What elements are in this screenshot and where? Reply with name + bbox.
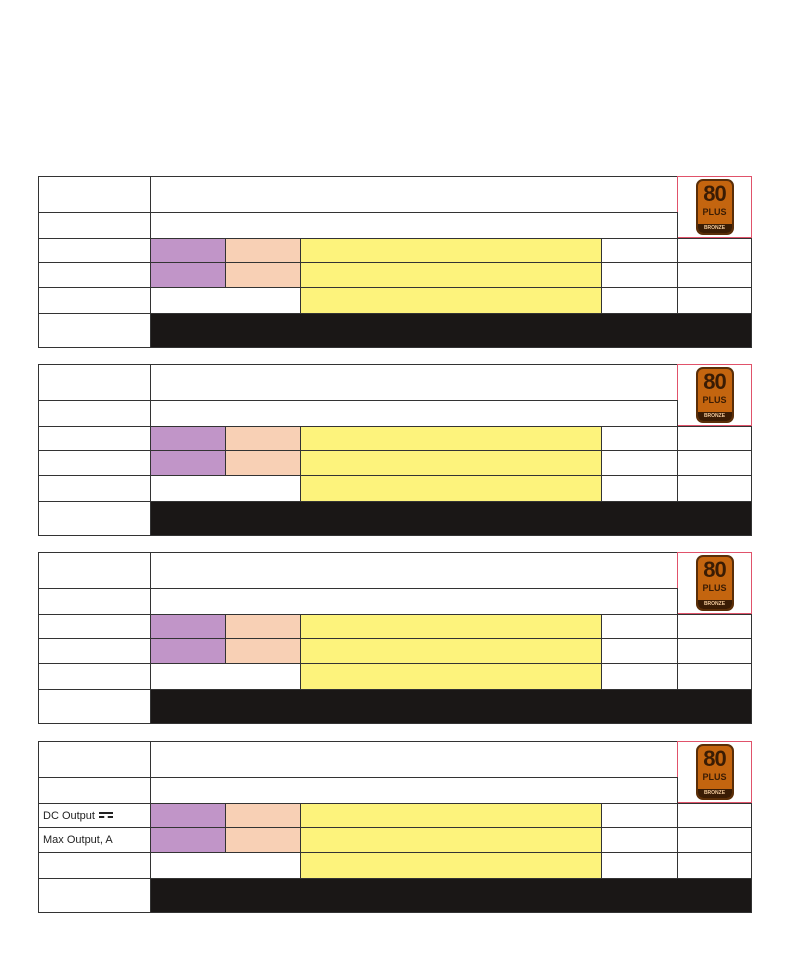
rail-3v3-header (150, 238, 226, 263)
model-value-cell (150, 552, 678, 589)
rail-5v-amps (225, 262, 301, 288)
combined-3v3-5v (150, 852, 301, 879)
rail-neg12v-header (601, 803, 678, 828)
combined-3v3-5v (150, 287, 301, 314)
model-value-cell (150, 176, 678, 213)
dc-symbol-icon (99, 812, 113, 820)
model-value-cell (150, 741, 678, 778)
input-value-cell (150, 212, 678, 239)
combined-5vsb (677, 663, 752, 690)
rail-3v3-amps (150, 262, 226, 288)
logo-number: 80 (703, 369, 726, 394)
rail-12v-header (300, 238, 602, 263)
rail-12v-amps (300, 638, 602, 664)
input-value-cell (150, 400, 678, 427)
input-label-cell (38, 212, 151, 239)
combined-12v (300, 287, 602, 314)
rail-5v-amps (225, 827, 301, 853)
max-output-label (38, 450, 151, 476)
rail-5vsb-header (677, 803, 752, 828)
psu-spec-table (38, 741, 752, 913)
total-power-label (38, 313, 151, 348)
rail-5vsb-header (677, 614, 752, 639)
dc-output-label (38, 238, 151, 263)
combined-neg12v (601, 852, 678, 879)
rail-3v3-amps (150, 450, 226, 476)
psu-spec-table (38, 552, 752, 724)
total-power-value (150, 313, 752, 348)
combined-3v3-5v (150, 663, 301, 690)
combined-5vsb (677, 475, 752, 502)
rail-5vsb-amps (677, 262, 752, 288)
combined-label (38, 287, 151, 314)
input-value-cell (150, 588, 678, 615)
rail-5v-header (225, 238, 301, 263)
rail-neg12v-amps (601, 262, 678, 288)
rail-neg12v-amps (601, 827, 678, 853)
80-plus-bronze-logo (696, 555, 734, 611)
dc-output-label (38, 803, 151, 828)
combined-neg12v (601, 663, 678, 690)
combined-3v3-5v (150, 475, 301, 502)
logo-plus: PLUS (702, 583, 727, 593)
rail-12v-amps (300, 262, 602, 288)
logo-cell (677, 741, 752, 803)
logo-tier: BRONZE (698, 789, 732, 798)
rail-12v-amps (300, 827, 602, 853)
rail-3v3-header (150, 614, 226, 639)
rail-12v-header (300, 426, 602, 451)
model-value-cell (150, 364, 678, 401)
combined-label (38, 475, 151, 502)
logo-tier: BRONZE (698, 600, 732, 609)
rail-3v3-header (150, 803, 226, 828)
rail-neg12v-amps (601, 450, 678, 476)
rail-5vsb-amps (677, 638, 752, 664)
logo-tier: BRONZE (698, 224, 732, 233)
input-label-cell (38, 400, 151, 427)
80-plus-bronze-logo (696, 179, 734, 235)
logo-plus: PLUS (702, 207, 727, 217)
rail-12v-header (300, 614, 602, 639)
total-power-value (150, 501, 752, 536)
rail-neg12v-header (601, 238, 678, 263)
rail-5vsb-header (677, 426, 752, 451)
combined-neg12v (601, 475, 678, 502)
dc-output-text: DC Output (43, 809, 95, 822)
rail-5vsb-amps (677, 827, 752, 853)
max-output-label (38, 262, 151, 288)
max-output-label (38, 827, 151, 853)
psu-spec-table (38, 176, 752, 348)
rail-neg12v-amps (601, 638, 678, 664)
rail-12v-header (300, 803, 602, 828)
model-label-cell (38, 176, 151, 213)
total-power-label (38, 878, 151, 913)
logo-plus: PLUS (702, 395, 727, 405)
80-plus-bronze-logo (696, 744, 734, 800)
logo-number: 80 (703, 746, 726, 771)
rail-5v-header (225, 803, 301, 828)
rail-neg12v-header (601, 614, 678, 639)
model-label-cell (38, 364, 151, 401)
total-power-label (38, 501, 151, 536)
rail-3v3-amps (150, 638, 226, 664)
total-power-value (150, 689, 752, 724)
combined-12v (300, 663, 602, 690)
rail-5vsb-amps (677, 450, 752, 476)
combined-5vsb (677, 852, 752, 879)
rail-3v3-amps (150, 827, 226, 853)
model-label-cell (38, 552, 151, 589)
rail-12v-amps (300, 450, 602, 476)
rail-5vsb-header (677, 238, 752, 263)
combined-12v (300, 475, 602, 502)
combined-12v (300, 852, 602, 879)
input-label-cell (38, 777, 151, 804)
rail-neg12v-header (601, 426, 678, 451)
psu-spec-table (38, 364, 752, 536)
logo-number: 80 (703, 557, 726, 582)
dc-output-label (38, 426, 151, 451)
80-plus-bronze-logo (696, 367, 734, 423)
max-output-label (38, 638, 151, 664)
combined-label (38, 663, 151, 690)
rail-3v3-header (150, 426, 226, 451)
combined-5vsb (677, 287, 752, 314)
combined-label (38, 852, 151, 879)
combined-neg12v (601, 287, 678, 314)
total-power-label (38, 689, 151, 724)
logo-number: 80 (703, 181, 726, 206)
rail-5v-amps (225, 450, 301, 476)
input-value-cell (150, 777, 678, 804)
total-power-value (150, 878, 752, 913)
logo-plus: PLUS (702, 772, 727, 782)
input-label-cell (38, 588, 151, 615)
rail-5v-header (225, 614, 301, 639)
logo-cell (677, 176, 752, 238)
logo-tier: BRONZE (698, 412, 732, 421)
model-label-cell (38, 741, 151, 778)
max-output-text: Max Output, A (43, 834, 113, 846)
logo-cell (677, 552, 752, 614)
logo-cell (677, 364, 752, 426)
rail-5v-header (225, 426, 301, 451)
rail-5v-amps (225, 638, 301, 664)
dc-output-label (38, 614, 151, 639)
